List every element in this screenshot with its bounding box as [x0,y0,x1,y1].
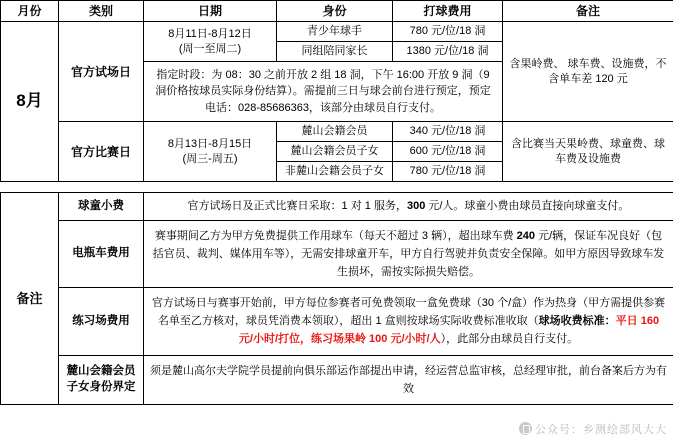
table-row [1,122,673,142]
table-header-row [1,1,673,22]
header-fee: 打球费用 [393,1,503,22]
header-remark: 备注 [503,1,673,22]
text-part-price-highlight: 平日 160 元/小时/打位，练习场果岭 100 元/小时/人 [238,315,660,346]
remark-title-cart-fee: 电瓶车费用 [59,220,144,287]
header-category: 类别 [59,1,144,22]
text-part: ），此部分由球员自行支付。 [440,333,579,346]
text-part: 官方试场日及正式比赛日采取：1 对 1 服务， [187,199,407,212]
table-row [1,192,673,220]
text-part: 元/人。球童小费由球员直接向球童支付。 [425,199,630,212]
date-trial-day [144,22,277,62]
identity-cell: 麓山会籍会员子女 [277,142,393,162]
table-row [1,220,673,287]
remark-text-cart-fee [144,220,673,287]
schedule-table [0,0,673,182]
identity-cell: 青少年球手 [277,22,393,42]
remark-title-range-fee: 练习场费用 [59,288,144,355]
header-date: 日期 [144,1,277,22]
date-main: 8月13日-8月15日 [167,137,253,150]
fee-cell: 600 元/位/18 洞 [393,142,503,162]
header-identity: 身份 [277,1,393,22]
remark-title-member-child: 麓山会籍会员子女身份界定 [59,355,144,404]
text-part-amount: 240 [516,229,536,242]
fee-cell: 1380 元/位/18 洞 [393,42,503,62]
remark-match-day: 含比赛当天果岭费、球童费、球车费及设施费 [503,122,673,182]
identity-cell: 非麓山会籍会员子女 [277,162,393,182]
remark-trial-day: 含果岭费、 球车费、设施费，不含单车差 120 元 [503,22,673,122]
date-main: 8月11日-8月12日 [168,27,252,40]
category-match-day: 官方比赛日 [59,122,144,182]
table-row [1,355,673,404]
text-part: 官方试场日与赛事开始前，甲方每位参赛者可免费领取一盒免费球（30 个/盒）作为热身（甲方需提供参赛名单至乙方核对，球员凭消费本领取），超出 1 盒则按球场实际收费标准收取（ [151,297,666,328]
remark-text-range-fee [144,288,673,355]
watermark [519,421,667,437]
fee-cell: 780 元/位/18 洞 [393,162,503,182]
trial-day-note: 指定时段：为 08：30 之前开放 2 组 18 洞，下午 16:00 开放 9 洞（9 洞价格按球员实际身份结算）。需提前三日与球会前台进行预定，预定电话：028-85686363，该部分由球员自行支付。 [144,61,503,122]
identity-cell: 同组陪同家长 [277,42,393,62]
date-match-day [144,122,277,182]
text-part: 赛事期间乙方为甲方免费提供工作用球车（每天不超过 3 辆），超出球车费 [154,229,517,242]
header-month: 月份 [1,1,59,22]
text-part: 元/辆，保证车况良好（包括官员、裁判、媒体用车等），无需安排球童开车，甲方自行驾驶并负责安全保障。如甲方原因导致球车发生损坏，需按实际损失赔偿。 [152,229,665,279]
remark-text-caddie-tip [144,192,673,220]
text-part-amount: 300 [406,199,426,212]
fee-cell: 780 元/位/18 洞 [393,22,503,42]
wechat-official-account-icon [519,422,532,435]
category-trial-day: 官方试场日 [59,22,144,122]
remark-title-caddie-tip: 球童小费 [59,192,144,220]
remarks-table [0,192,673,405]
month-cell: 8月 [1,22,59,182]
watermark-text: 公众号：乡测绘部风大大 [535,424,667,436]
date-sub: (周一至周二) [178,42,242,55]
remarks-label: 备注 [1,192,59,404]
fee-cell: 340 元/位/18 洞 [393,122,503,142]
table-row [1,288,673,355]
date-sub: (周三-周五) [182,152,238,165]
identity-cell: 麓山会籍会员 [277,122,393,142]
table-row [1,22,673,42]
text-part-standard-label: 球场收费标准： [538,315,616,328]
table-separator [0,182,673,192]
remark-text-member-child: 须是麓山高尔夫学院学员提前向俱乐部运作部提出申请，经运营总监审核，总经理审批，前台备案后方为有效 [144,355,673,404]
